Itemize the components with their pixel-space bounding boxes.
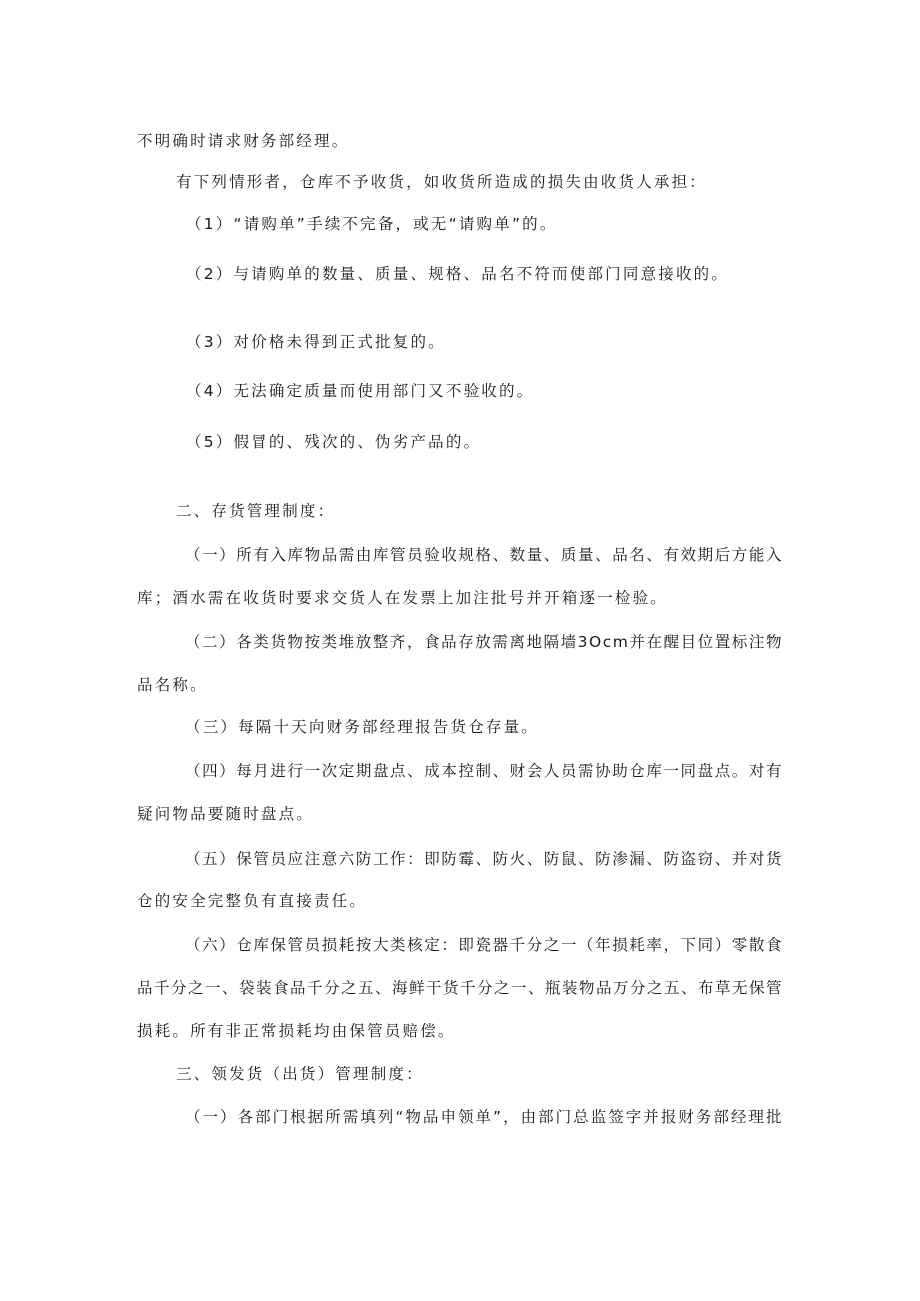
section-heading-3: 三、领发货（出货）管理制度： [176, 1065, 424, 1083]
paragraph-11-line-1: （三）每隔十天向财务部经理报告货仓存量。 [185, 718, 540, 736]
paragraph-1-line-1: 不明确时请求财务部经理。 [137, 132, 350, 150]
paragraph-12-line-1: （四）每月进行一次定期盘点、成本控制、财会人员需协助仓库一同盘点。对有 [185, 762, 783, 780]
paragraph-9-line-2: 库；酒水需在收货时要求交货人在发票上加注批号并开箱逐一检验。 [137, 589, 669, 607]
paragraph-14-line-2: 品千分之一、袋装食品千分之五、海鲜干货千分之一、瓶装物品万分之五、布草无保管 [137, 979, 784, 997]
paragraph-9-line-1: （一）所有入库物品需由库管员验收规格、数量、质量、品名、有效期后方能入 [185, 546, 783, 564]
paragraph-16-line-1: （一）各部门根据所需填列“物品申领单”，由部门总监签字并报财务部经理批 [185, 1108, 783, 1126]
list-item-3: （3）对价格未得到正式批复的。 [186, 333, 446, 351]
list-item-1: （1）“请购单”手续不完备，或无“请购单”的。 [186, 215, 558, 233]
paragraph-2-line-1: 有下列情形者，仓库不予收货，如收货所造成的损失由收货人承担： [176, 173, 708, 191]
paragraph-14-line-1: （六）仓库保管员损耗按大类核定：即瓷器千分之一（年损耗率，下同）零散食 [185, 936, 783, 954]
paragraph-14-line-3: 损耗。所有非正常损耗均由保管员赔偿。 [137, 1022, 456, 1040]
section-heading-2: 二、存货管理制度： [176, 502, 336, 520]
list-item-4: （4）无法确定质量而使用部门又不验收的。 [186, 382, 535, 400]
list-item-2: （2）与请购单的数量、质量、规格、品名不符而使部门同意接收的。 [186, 265, 730, 283]
paragraph-10-line-1: （二）各类货物按类堆放整齐，食品存放需离地隔墙3Ocm并在醒目位置标注物 [185, 633, 783, 651]
paragraph-10-line-2: 品名称。 [137, 676, 208, 694]
paragraph-13-line-1: （五）保管员应注意六防工作：即防霉、防火、防鼠、防渗漏、防盗窃、并对货 [185, 850, 783, 868]
paragraph-13-line-2: 仓的安全完整负有直接责任。 [137, 892, 368, 910]
list-item-5: （5）假冒的、残次的、伪劣产品的。 [186, 433, 482, 451]
paragraph-12-line-2: 疑问物品要随时盘点。 [137, 805, 315, 823]
